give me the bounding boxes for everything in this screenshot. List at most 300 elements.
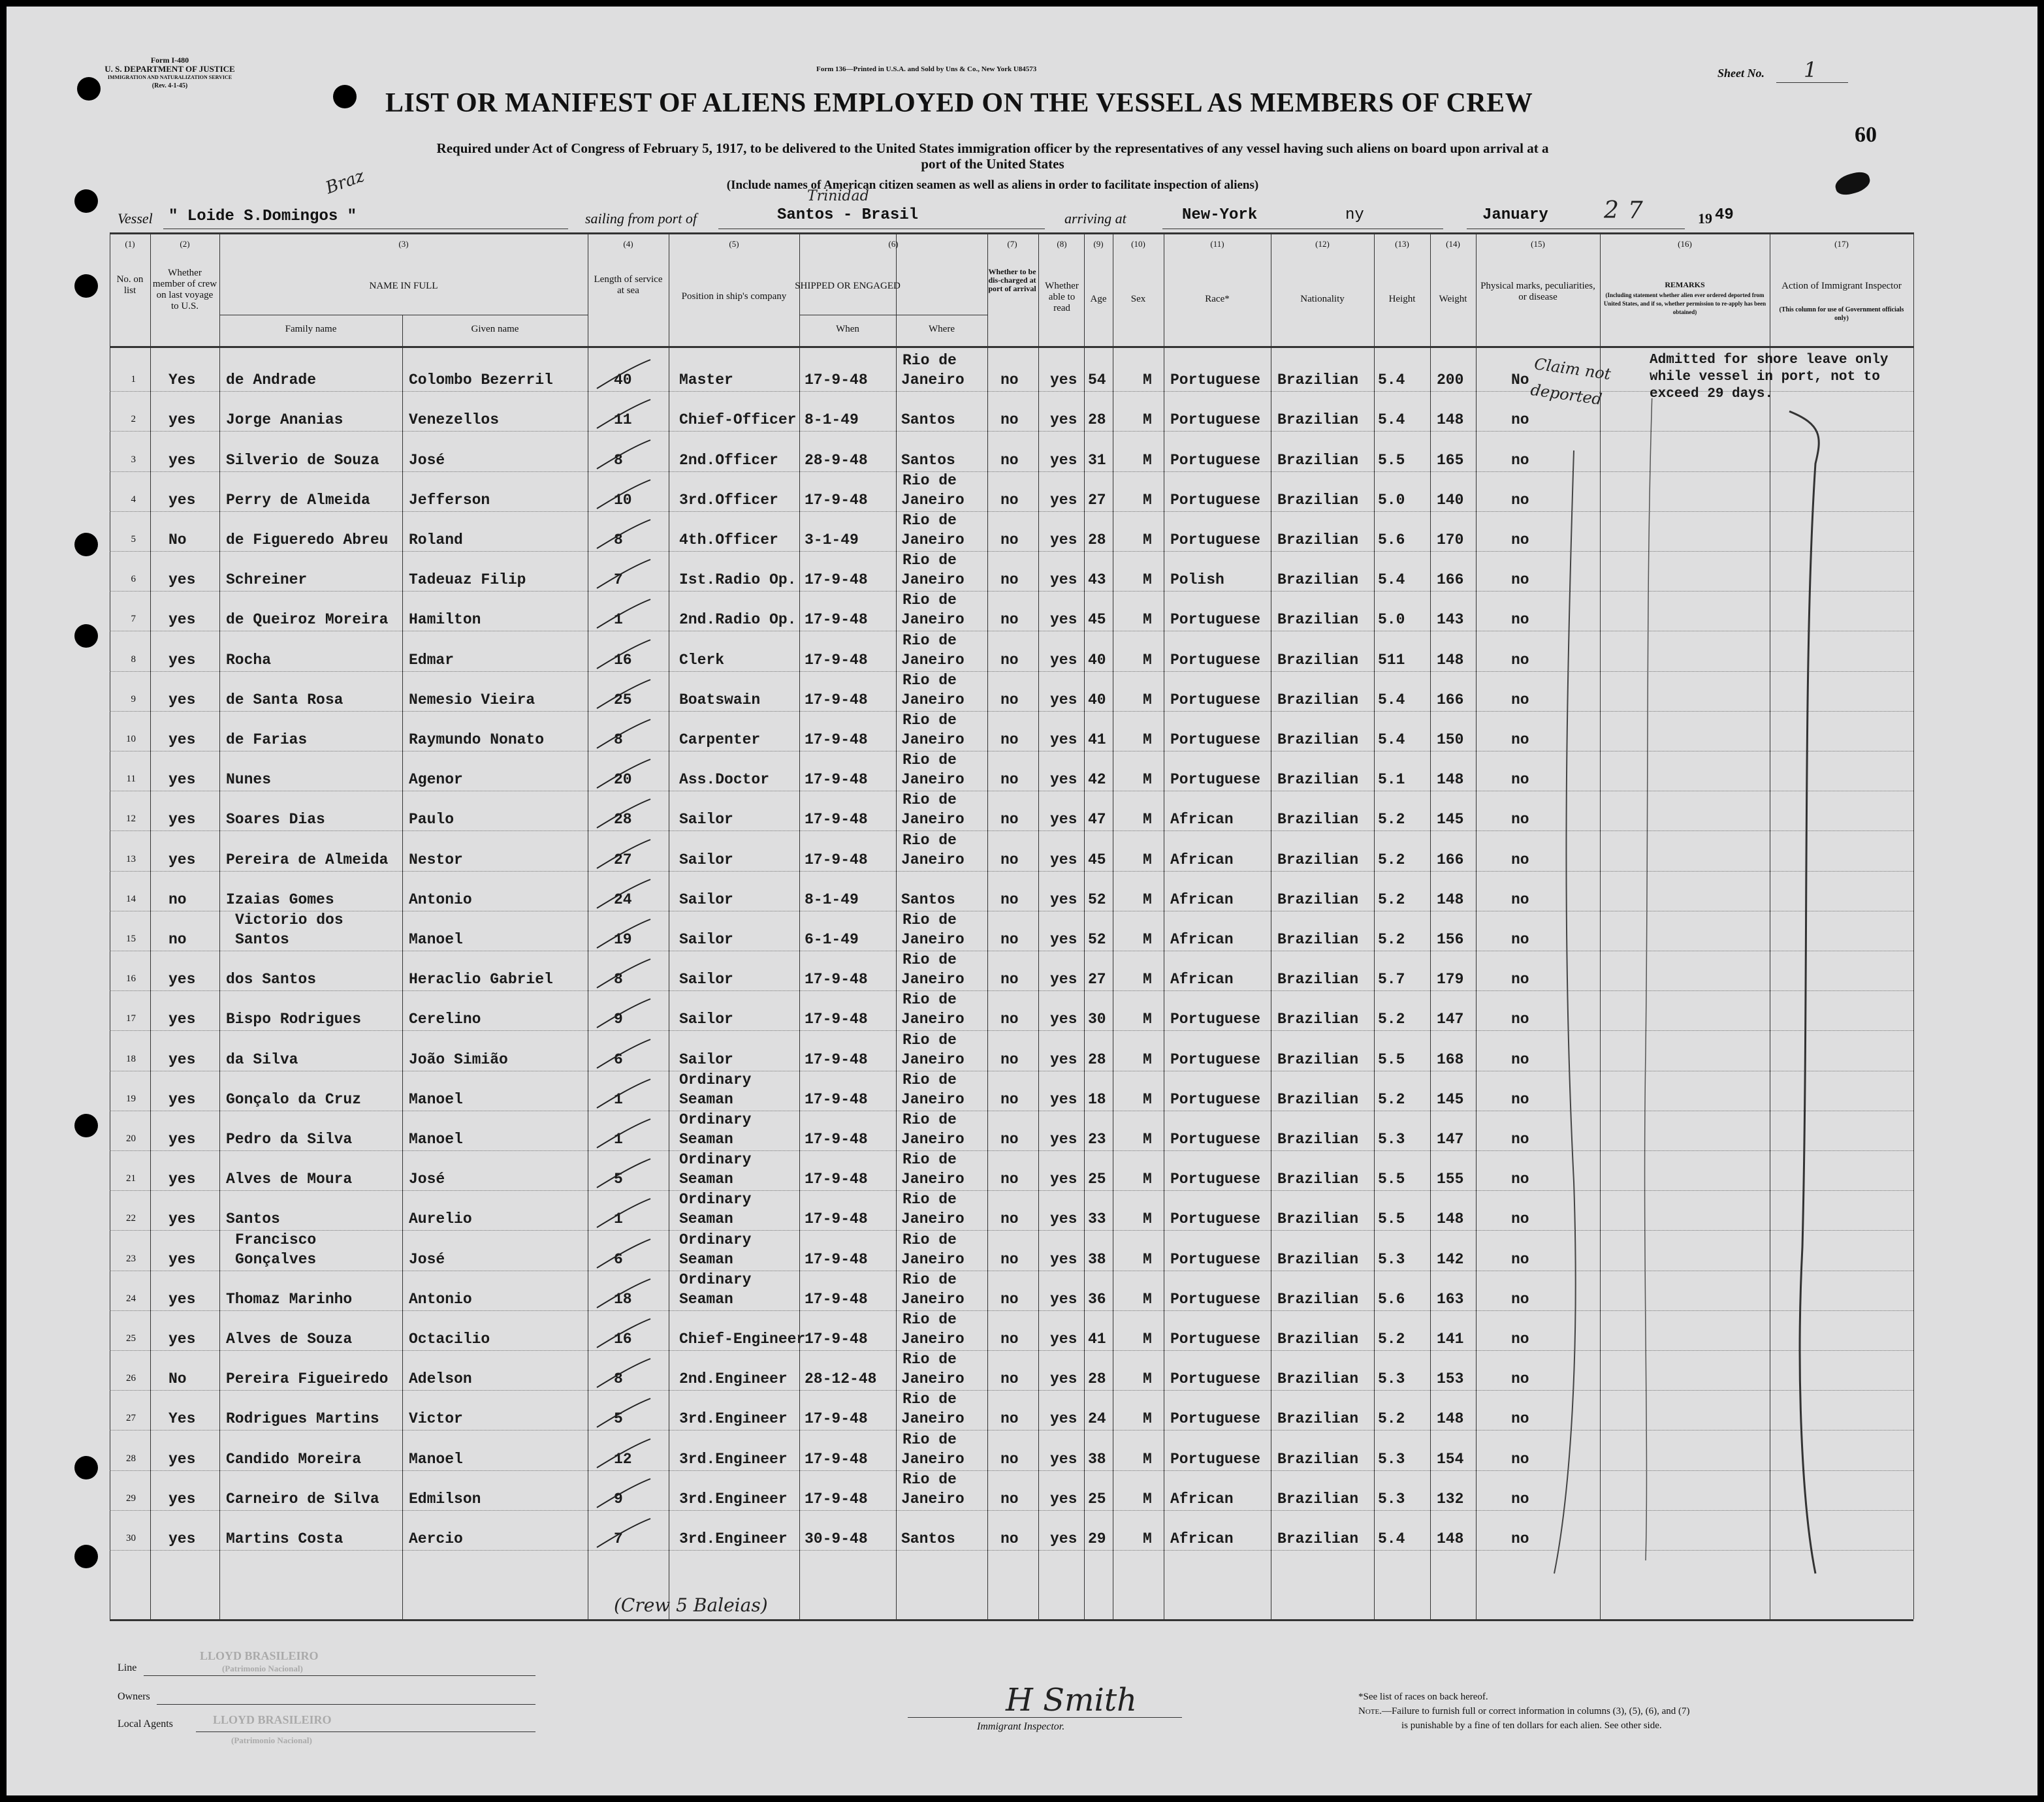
position-cell: 3rd.Engineer <box>679 1450 788 1468</box>
local-agents-label: Local Agents <box>118 1718 173 1730</box>
race-cell: Portuguese <box>1170 771 1261 789</box>
nationality-cell: Brazilian <box>1277 371 1359 389</box>
given-name-cell: Paulo <box>409 811 455 829</box>
age-cell: 40 <box>1088 651 1106 669</box>
height-cell: 5.2 <box>1378 931 1405 948</box>
age-cell: 29 <box>1088 1530 1106 1547</box>
when-cell: 17-9-48 <box>805 371 868 389</box>
where-cell: Janeiro <box>901 1250 965 1268</box>
race-cell: Portuguese <box>1170 451 1261 469</box>
nationality-cell: Brazilian <box>1277 1410 1359 1428</box>
column-rule <box>402 315 403 1619</box>
row-number: 10 <box>126 734 136 744</box>
nationality-cell: Brazilian <box>1277 571 1359 589</box>
row-rule <box>110 391 1913 392</box>
given-name-cell: Edmar <box>409 651 455 669</box>
service-check-mark <box>594 918 653 951</box>
race-cell: Portuguese <box>1170 1171 1261 1188</box>
discharged-cell: no <box>1000 491 1019 509</box>
family-name-header: Family name <box>285 324 337 334</box>
races-note: *See list of races on back hereof. <box>1358 1692 1488 1702</box>
physical-marks-cell: no <box>1511 891 1529 908</box>
sex-cell: M <box>1143 931 1152 948</box>
height-cell: 5.5 <box>1378 1171 1405 1188</box>
column-number: (16) <box>1678 239 1692 249</box>
race-cell: Polish <box>1170 571 1224 589</box>
weight-cell: 148 <box>1437 651 1464 669</box>
sex-cell: M <box>1143 1131 1152 1148</box>
row-number: 2 <box>131 414 136 425</box>
where-cell: Janeiro <box>901 1450 965 1468</box>
sex-cell: M <box>1143 651 1152 669</box>
member-cell: yes <box>168 1530 196 1547</box>
service-check-mark <box>594 1478 653 1510</box>
service-length-cell: 5 <box>614 1171 623 1188</box>
given-name-cell: Nemesio Vieira <box>409 691 535 708</box>
given-name-cell: Colombo Bezerril <box>409 371 553 389</box>
where-cell: Rio de <box>902 1231 957 1248</box>
family-name-cell: Silverio de Souza <box>226 451 379 469</box>
where-cell: Janeiro <box>901 1171 965 1188</box>
row-number: 4 <box>131 494 136 505</box>
discharged-cell: no <box>1000 811 1019 829</box>
signature-underline <box>908 1717 1182 1718</box>
position-cell: Sailor <box>679 931 733 948</box>
where-cell: Rio de <box>902 671 957 689</box>
weight-cell: 163 <box>1437 1290 1464 1308</box>
physical-marks-cell: no <box>1511 1210 1529 1228</box>
read-cell: yes <box>1050 371 1078 389</box>
read-cell: yes <box>1050 771 1078 789</box>
height-cell: 5.4 <box>1378 411 1405 429</box>
family-name-cell: Izaias Gomes <box>226 891 334 908</box>
age-cell: 42 <box>1088 771 1106 789</box>
where-cell: Rio de <box>902 512 957 529</box>
weight-cell: 153 <box>1437 1370 1464 1388</box>
column-number: (10) <box>1131 239 1145 249</box>
age-cell: 47 <box>1088 811 1106 829</box>
row-number: 6 <box>131 574 136 585</box>
physical-marks-cell: no <box>1511 1450 1529 1468</box>
race-cell: Portuguese <box>1170 1250 1261 1268</box>
note-text-1: —Failure to furnish full or correct information in columns (3), (5), (6), and (7) <box>1381 1706 1690 1716</box>
where-cell: Rio de <box>902 631 957 649</box>
service-check-mark <box>594 439 653 471</box>
physical-marks-cell: no <box>1511 851 1529 868</box>
read-cell: yes <box>1050 971 1078 988</box>
family-name-cell: Jorge Ananias <box>226 411 343 429</box>
race-cell: African <box>1170 931 1234 948</box>
read-cell: yes <box>1050 611 1078 629</box>
row-number: 8 <box>131 654 136 665</box>
nationality-cell: Brazilian <box>1277 1530 1359 1547</box>
height-header: Height <box>1388 294 1416 304</box>
service-length-cell: 7 <box>614 1530 623 1547</box>
weight-cell: 142 <box>1437 1250 1464 1268</box>
race-cell: Portuguese <box>1170 1011 1261 1028</box>
service-check-mark <box>594 718 653 751</box>
member-cell: yes <box>168 1131 196 1148</box>
service-check-mark <box>594 479 653 511</box>
nationality-cell: Brazilian <box>1277 1331 1359 1348</box>
service-length-cell: 19 <box>614 931 632 948</box>
where-cell: Rio de <box>902 1151 957 1169</box>
where-cell: Rio de <box>902 791 957 809</box>
discharged-cell: no <box>1000 1090 1019 1108</box>
when-cell: 8-1-49 <box>805 411 859 429</box>
position-cell: Sailor <box>679 891 733 908</box>
inspector-signature: H Smith <box>1006 1682 1138 1718</box>
height-cell: 511 <box>1378 651 1405 669</box>
service-check-mark <box>594 998 653 1030</box>
where-cell: Rio de <box>902 1311 957 1328</box>
column-rule <box>1374 232 1375 1619</box>
column-rule <box>1430 232 1431 1619</box>
service-check-mark <box>594 878 653 911</box>
sex-cell: M <box>1143 811 1152 829</box>
family-name-cell: Soares Dias <box>226 811 325 829</box>
vessel-name: " Loide S.Domingos " <box>168 208 357 225</box>
where-cell: Rio de <box>902 712 957 729</box>
where-cell: Janeiro <box>901 1331 965 1348</box>
family-name-cell: Victorio dos <box>235 911 343 928</box>
read-cell: yes <box>1050 851 1078 868</box>
family-name-cell: de Andrade <box>226 371 317 389</box>
family-name-cell: Santos <box>235 931 289 948</box>
service-check-mark <box>594 798 653 830</box>
race-cell: Portuguese <box>1170 1051 1261 1068</box>
family-name-cell: Candido Moreira <box>226 1450 362 1468</box>
family-name-cell: de Farias <box>226 731 308 748</box>
position-cell: Ass.Doctor <box>679 771 770 789</box>
when-cell: 30-9-48 <box>805 1530 868 1547</box>
position-cell: Boatswain <box>679 691 761 708</box>
row-number: 15 <box>126 934 136 944</box>
row-number: 11 <box>126 774 136 785</box>
physical-marks-cell: no <box>1511 1090 1529 1108</box>
height-cell: 5.0 <box>1378 611 1405 629</box>
read-cell: yes <box>1050 1210 1078 1228</box>
family-name-cell: da Silva <box>226 1051 298 1068</box>
read-cell: yes <box>1050 811 1078 829</box>
column-rule <box>987 232 988 1619</box>
where-cell: Janeiro <box>901 731 965 748</box>
sex-cell: M <box>1143 571 1152 589</box>
when-cell: 17-9-48 <box>805 1450 868 1468</box>
column-rule <box>896 315 897 1619</box>
age-cell: 28 <box>1088 411 1106 429</box>
position-header: Position in ship's company <box>681 291 787 302</box>
given-name-cell: Nestor <box>409 851 463 868</box>
age-cell: 23 <box>1088 1131 1106 1148</box>
when-cell: 17-9-48 <box>805 731 868 748</box>
service-check-mark <box>594 1197 653 1230</box>
age-cell: 30 <box>1088 1011 1106 1028</box>
service-check-mark <box>594 398 653 431</box>
sheet-label: Sheet No. <box>1717 67 1765 80</box>
service-check-mark <box>594 1517 653 1550</box>
physical-marks-cell: no <box>1511 531 1529 548</box>
service-length-cell: 1 <box>614 611 623 629</box>
age-cell: 45 <box>1088 611 1106 629</box>
family-name-cell: Alves de Souza <box>226 1331 353 1348</box>
sex-cell: M <box>1143 1090 1152 1108</box>
race-cell: Portuguese <box>1170 611 1261 629</box>
service-length-cell: 6 <box>614 1250 623 1268</box>
read-cell: yes <box>1050 491 1078 509</box>
column-number: (17) <box>1834 239 1849 249</box>
nationality-cell: Brazilian <box>1277 1090 1359 1108</box>
family-name-cell: Pereira de Almeida <box>226 851 389 868</box>
position-cell: Ordinary <box>679 1191 752 1209</box>
member-cell: no <box>168 931 187 948</box>
physical-marks-cell: no <box>1511 771 1529 789</box>
nationality-cell: Brazilian <box>1277 451 1359 469</box>
where-cell: Janeiro <box>901 1051 965 1068</box>
nationality-cell: Brazilian <box>1277 851 1359 868</box>
nationality-cell: Brazilian <box>1277 931 1359 948</box>
given-name-cell: Adelson <box>409 1370 472 1388</box>
position-cell: Carpenter <box>679 731 761 748</box>
physical-marks-cell: no <box>1511 1011 1529 1028</box>
service-check-mark <box>594 1078 653 1111</box>
service-length-header: Length of service at sea <box>594 274 663 296</box>
sex-cell: M <box>1143 1331 1152 1348</box>
given-name-cell: Hamilton <box>409 611 481 629</box>
where-cell: Rio de <box>902 831 957 849</box>
row-number: 30 <box>126 1533 136 1543</box>
read-cell: yes <box>1050 731 1078 748</box>
read-cell: yes <box>1050 1490 1078 1508</box>
physical-marks-cell: no <box>1511 1250 1529 1268</box>
member-cell: yes <box>168 771 196 789</box>
sex-cell: M <box>1143 491 1152 509</box>
read-cell: yes <box>1050 571 1078 589</box>
where-cell: Janeiro <box>901 1370 965 1388</box>
agents-underline <box>196 1731 535 1732</box>
sex-header: Sex <box>1130 294 1146 304</box>
service-length-cell: 6 <box>614 1051 623 1068</box>
height-cell: 5.5 <box>1378 451 1405 469</box>
column-rule <box>1476 232 1477 1619</box>
where-cell: Rio de <box>902 1071 957 1088</box>
member-header: Whether member of crew on last voyage to U.S. <box>152 268 217 311</box>
member-cell: yes <box>168 1250 196 1268</box>
column-number: (2) <box>180 239 190 249</box>
subtitle-line-3: (Include names of American citizen seamen as well as aliens in order to facilitate inspection of aliens) <box>726 178 1259 192</box>
row-number: 26 <box>126 1373 136 1384</box>
sex-cell: M <box>1143 851 1152 868</box>
column-number: (8) <box>1057 239 1067 249</box>
service-length-cell: 16 <box>614 1331 632 1348</box>
column-number: (6) <box>888 239 899 249</box>
height-cell: 5.3 <box>1378 1131 1405 1148</box>
age-cell: 41 <box>1088 731 1106 748</box>
height-cell: 5.2 <box>1378 1410 1405 1428</box>
row-number: 25 <box>126 1333 136 1344</box>
remarks-line-2: while vessel in port, not to <box>1650 370 1880 385</box>
race-cell: Portuguese <box>1170 411 1261 429</box>
sex-cell: M <box>1143 1370 1152 1388</box>
read-cell: yes <box>1050 1370 1078 1388</box>
sex-cell: M <box>1143 1171 1152 1188</box>
corner-number: 60 <box>1855 123 1877 147</box>
discharged-cell: no <box>1000 531 1019 548</box>
discharged-cell: no <box>1000 1530 1019 1547</box>
height-cell: 5.2 <box>1378 891 1405 908</box>
sex-cell: M <box>1143 1490 1152 1508</box>
service-check-mark <box>594 1118 653 1150</box>
arriving-port: New-York <box>1182 206 1258 224</box>
weight-cell: 200 <box>1437 371 1464 389</box>
physical-marks-cell: No <box>1511 371 1529 389</box>
row-number: 3 <box>131 454 136 465</box>
discharged-cell: no <box>1000 1410 1019 1428</box>
row-number: 5 <box>131 534 136 545</box>
given-name-cell: Antonio <box>409 891 472 908</box>
position-cell: 3rd.Officer <box>679 491 778 509</box>
height-cell: 5.7 <box>1378 971 1405 988</box>
where-cell: Janeiro <box>901 691 965 708</box>
given-name-cell: Tadeuaz Filip <box>409 571 526 589</box>
action-header: Action of Immigrant Inspector <box>1781 281 1902 291</box>
where-cell: Janeiro <box>901 811 965 829</box>
weight-header: Weight <box>1439 294 1467 304</box>
service-check-mark <box>594 1318 653 1350</box>
arrival-day: 27 <box>1604 197 1652 224</box>
row-number: 21 <box>126 1173 136 1184</box>
inspector-label: Immigrant Inspector. <box>977 1721 1065 1732</box>
sex-cell: M <box>1143 1290 1152 1308</box>
sex-cell: M <box>1143 611 1152 629</box>
age-cell: 52 <box>1088 931 1106 948</box>
nationality-cell: Brazilian <box>1277 1490 1359 1508</box>
where-cell: Rio de <box>902 1470 957 1488</box>
height-cell: 5.3 <box>1378 1370 1405 1388</box>
weight-cell: 140 <box>1437 491 1464 509</box>
position-cell: Ordinary <box>679 1071 752 1088</box>
service-check-mark <box>594 1278 653 1310</box>
race-cell: Portuguese <box>1170 531 1261 548</box>
height-cell: 5.4 <box>1378 691 1405 708</box>
where-cell: Santos <box>901 891 955 908</box>
position-cell: Sailor <box>679 851 733 868</box>
height-cell: 5.1 <box>1378 771 1405 789</box>
when-cell: 17-9-48 <box>805 1410 868 1428</box>
height-cell: 5.0 <box>1378 491 1405 509</box>
service-length-cell: 16 <box>614 651 632 669</box>
agents-stamp-sub: (Patrimonio Nacional) <box>231 1735 312 1745</box>
physical-marks-cell: no <box>1511 691 1529 708</box>
table-bottom-rule <box>110 1619 1913 1621</box>
member-cell: yes <box>168 1011 196 1028</box>
inspector-brace-marks <box>1535 398 1926 1606</box>
service-check-mark <box>594 958 653 990</box>
service-length-cell: 8 <box>614 731 623 748</box>
where-cell: Rio de <box>902 751 957 769</box>
nationality-cell: Brazilian <box>1277 971 1359 988</box>
where-cell: Rio de <box>902 471 957 489</box>
where-cell: Janeiro <box>901 971 965 988</box>
position-cell: Ist.Radio Op. <box>679 571 797 589</box>
where-cell: Janeiro <box>901 1090 965 1108</box>
column-number: (5) <box>729 239 739 249</box>
position-cell: Ordinary <box>679 1231 752 1248</box>
family-name-cell: Martins Costa <box>226 1530 343 1547</box>
race-header: Race* <box>1205 294 1230 304</box>
row-number: 22 <box>126 1213 136 1224</box>
when-cell: 17-9-48 <box>805 691 868 708</box>
sex-cell: M <box>1143 411 1152 429</box>
where-cell: Santos <box>901 451 955 469</box>
weight-cell: 148 <box>1437 891 1464 908</box>
given-name-cell: Manoel <box>409 1090 463 1108</box>
age-cell: 41 <box>1088 1331 1106 1348</box>
printer-line: Form 136—Printed in U.S.A. and Sold by Uns & Co., New York U84573 <box>816 65 1037 73</box>
family-name-cell: Nunes <box>226 771 272 789</box>
race-cell: African <box>1170 1490 1234 1508</box>
race-cell: Portuguese <box>1170 1370 1261 1388</box>
service-check-mark <box>594 598 653 631</box>
given-name-cell: Manoel <box>409 1450 463 1468</box>
height-cell: 5.4 <box>1378 371 1405 389</box>
where-cell: Rio de <box>902 1431 957 1448</box>
row-number: 27 <box>126 1413 136 1424</box>
shipped-engaged-header: SHIPPED OR ENGAGED <box>795 281 901 291</box>
sex-cell: M <box>1143 731 1152 748</box>
where-cell: Janeiro <box>901 1131 965 1148</box>
weight-cell: 148 <box>1437 411 1464 429</box>
family-name-cell: Schreiner <box>226 571 308 589</box>
member-cell: No <box>168 531 187 548</box>
position-cell: Seaman <box>679 1171 733 1188</box>
service-check-mark <box>594 1158 653 1190</box>
read-cell: yes <box>1050 1450 1078 1468</box>
line-underline <box>144 1675 535 1676</box>
height-cell: 5.2 <box>1378 1011 1405 1028</box>
physical-marks-cell: no <box>1511 1530 1529 1547</box>
service-check-mark <box>594 1438 653 1470</box>
age-cell: 25 <box>1088 1490 1106 1508</box>
where-cell: Rio de <box>902 991 957 1009</box>
no-on-list-header: No. on list <box>116 274 144 296</box>
age-cell: 38 <box>1088 1250 1106 1268</box>
sailing-port: Santos - Brasil <box>777 206 919 224</box>
physical-marks-header: Physical marks, peculiarities, or disease <box>1480 281 1595 302</box>
given-name-cell: Agenor <box>409 771 463 789</box>
family-name-cell: dos Santos <box>226 971 317 988</box>
nationality-cell: Brazilian <box>1277 611 1359 629</box>
weight-cell: 148 <box>1437 771 1464 789</box>
nationality-cell: Brazilian <box>1277 1131 1359 1148</box>
when-cell: 17-9-48 <box>805 491 868 509</box>
member-cell: yes <box>168 1331 196 1348</box>
family-name-cell: Rocha <box>226 651 272 669</box>
race-cell: Portuguese <box>1170 731 1261 748</box>
family-name-cell: Gonçalo da Cruz <box>226 1090 362 1108</box>
nationality-cell: Brazilian <box>1277 1450 1359 1468</box>
when-cell: 17-9-48 <box>805 811 868 829</box>
column-number: (11) <box>1210 239 1224 249</box>
nationality-cell: Brazilian <box>1277 771 1359 789</box>
remarks-header: REMARKS <box>1665 280 1705 289</box>
member-cell: yes <box>168 1490 196 1508</box>
owners-underline <box>157 1704 535 1705</box>
note-label: Note. <box>1358 1706 1382 1716</box>
member-cell: Yes <box>168 1410 196 1428</box>
family-name-cell: Pedro da Silva <box>226 1131 353 1148</box>
note-line-1 <box>1358 1705 1690 1717</box>
